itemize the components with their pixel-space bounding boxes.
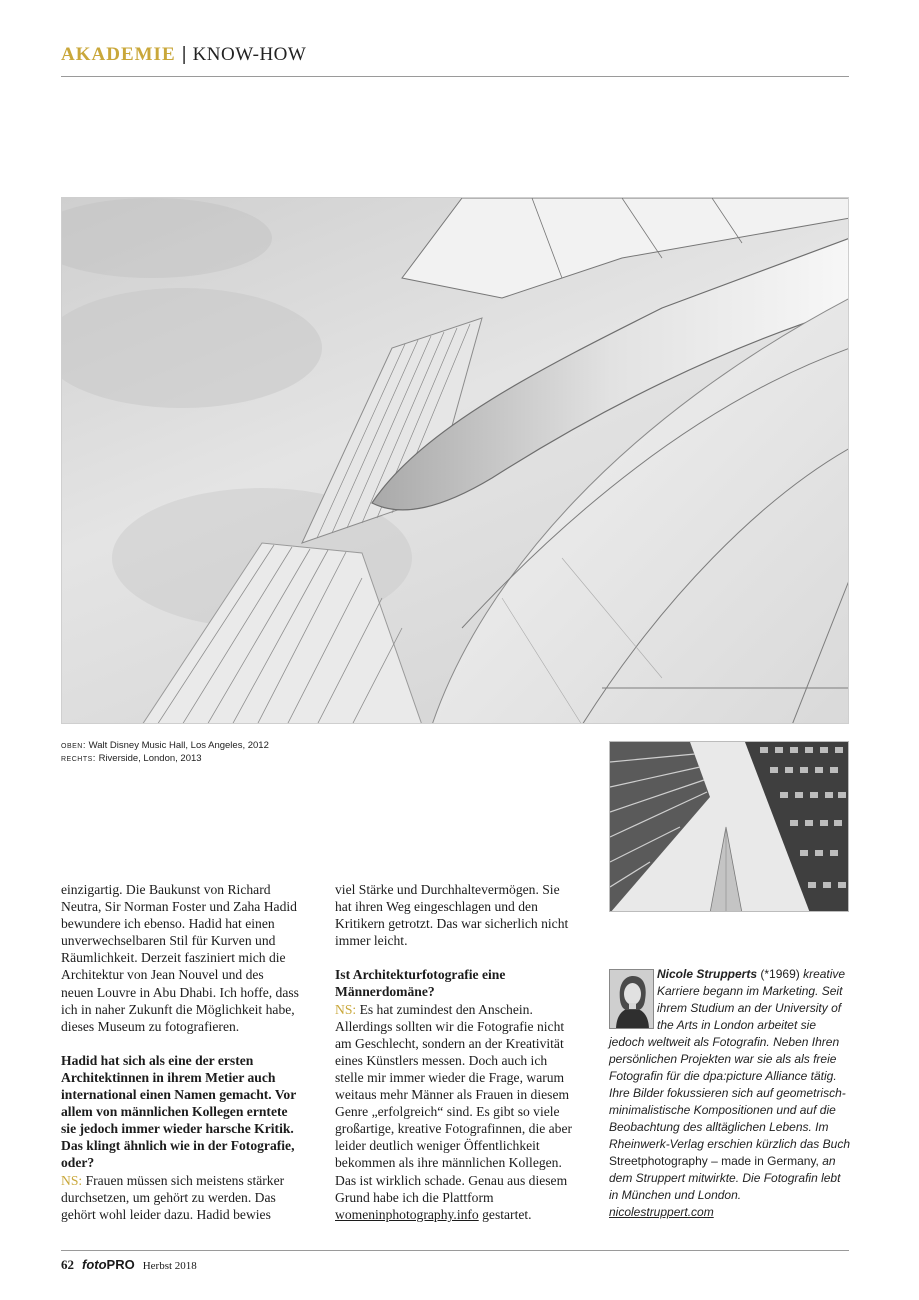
issue-label: Herbst 2018	[142, 1260, 197, 1272]
paragraph: viel Stärke und Durchhaltevermögen. Sie hat ihren Weg eingeschlagen und den Kritikern getrotzt. Das war sicherlich nicht immer leicht.	[335, 882, 569, 949]
caption-label: oben:	[61, 740, 86, 751]
author-website-link[interactable]: nicolestruppert.com	[609, 1205, 714, 1219]
author-portrait	[609, 969, 654, 1029]
platform-link[interactable]: womeninphotography.info	[335, 1206, 479, 1222]
photo-captions	[61, 739, 461, 765]
answer-end: gestartet.	[482, 1206, 532, 1222]
answer-text: Es hat zumindest den Anschein. Allerdings sollten wir die Fotografie nicht am Geschlecht, sondern an der Kreativität eines Künstlers messen. Doch auch ich stelle mir immer wieder die Frage, warum weitaus mehr Männer als Frauen in diesem Genre „erfolgreich“ sind. Es gibt so viele großartige, kreative Fotografinnen, die aber leider deutlich weniger Öffentlichkeit bekommen als ihre männlichen Kollegen. Das ist wirklich schade. Genau aus diesem Grund habe ich die Plattform	[335, 1001, 573, 1205]
interview-answer	[61, 1172, 299, 1223]
caption-right	[61, 752, 461, 765]
article-column-left	[61, 881, 299, 1223]
article-column-middle	[335, 881, 575, 1223]
header-separator: |	[181, 44, 187, 65]
author-birth: (*1969)	[760, 967, 800, 981]
magazine-logo-part2: PRO	[106, 1257, 135, 1272]
caption-top	[61, 739, 461, 752]
speaker-initials: NS:	[335, 1001, 357, 1017]
section-title: AKADEMIE	[61, 44, 176, 65]
subsection-title: KNOW-HOW	[192, 44, 307, 65]
interview-answer	[335, 1001, 575, 1223]
bio-text-end: an dem Struppert mitwirkte. Die Fotografin lebt in München und London.	[609, 1154, 841, 1202]
interview-question: Hadid hat sich als eine der ersten Architektinnen in ihrem Metier auch international einen Namen gemacht. Vor allem von männlichen Kollegen erntete sie jedoch immer wieder harsche Kritik. Das klingt ähnlich wie in der Fotografie, oder?	[61, 1052, 296, 1171]
side-architecture-photo	[609, 741, 849, 912]
caption-text: Riverside, London, 2013	[98, 753, 202, 764]
author-name: Nicole Strupperts	[657, 967, 758, 981]
page-header	[61, 44, 849, 77]
answer-text: Frauen müssen sich meistens stärker durchsetzen, um gehört zu werden. Das gehört wohl leider dazu. Hadid bewies	[61, 1172, 285, 1222]
paragraph: einzigartig. Die Baukunst von Richard Neutra, Sir Norman Foster und Zaha Hadid bewundere ich ebenso. Hadid hat einen unverwechselbaren Stil für Kurven und Räumlichkeit. Derzeit fasziniert mich die Architektur von Jean Nouvel und des neuen Louvre in Abu Dhabi. Ich hoffe, dass ich in naher Zukunft die Möglichkeit habe, dieses Museum zu fotografieren.	[61, 882, 299, 1034]
interview-question: Ist Architekturfotografie eine Männerdomäne?	[335, 967, 506, 1000]
speaker-initials: NS:	[61, 1172, 83, 1188]
page-number: 62	[61, 1257, 74, 1272]
magazine-logo-part1: foto	[82, 1257, 107, 1272]
caption-label: rechts:	[61, 753, 96, 764]
book-title: Streetphotography – made in Germany,	[609, 1154, 819, 1168]
page-footer	[61, 1250, 849, 1273]
caption-text: Walt Disney Music Hall, Los Angeles, 2012	[88, 740, 269, 751]
main-architecture-photo	[61, 197, 849, 724]
bio-text: kreative Karriere begann im Marketing. Seit ihrem Studium an der University of the Arts in London arbeitet sie jedoch weltweit als Fotografin. Neben Ihren persönlichen Projekten war sie als als freie Fotografin für die dpa:picture Alliance tätig. Ihre Bilder fokussieren sich auf geometrisch-minimalistische Kompositionen und auf die Beobachtung des alltäglichen Lebens. Im Rheinwerk-Verlag erschien kürzlich das Buch	[609, 967, 850, 1151]
